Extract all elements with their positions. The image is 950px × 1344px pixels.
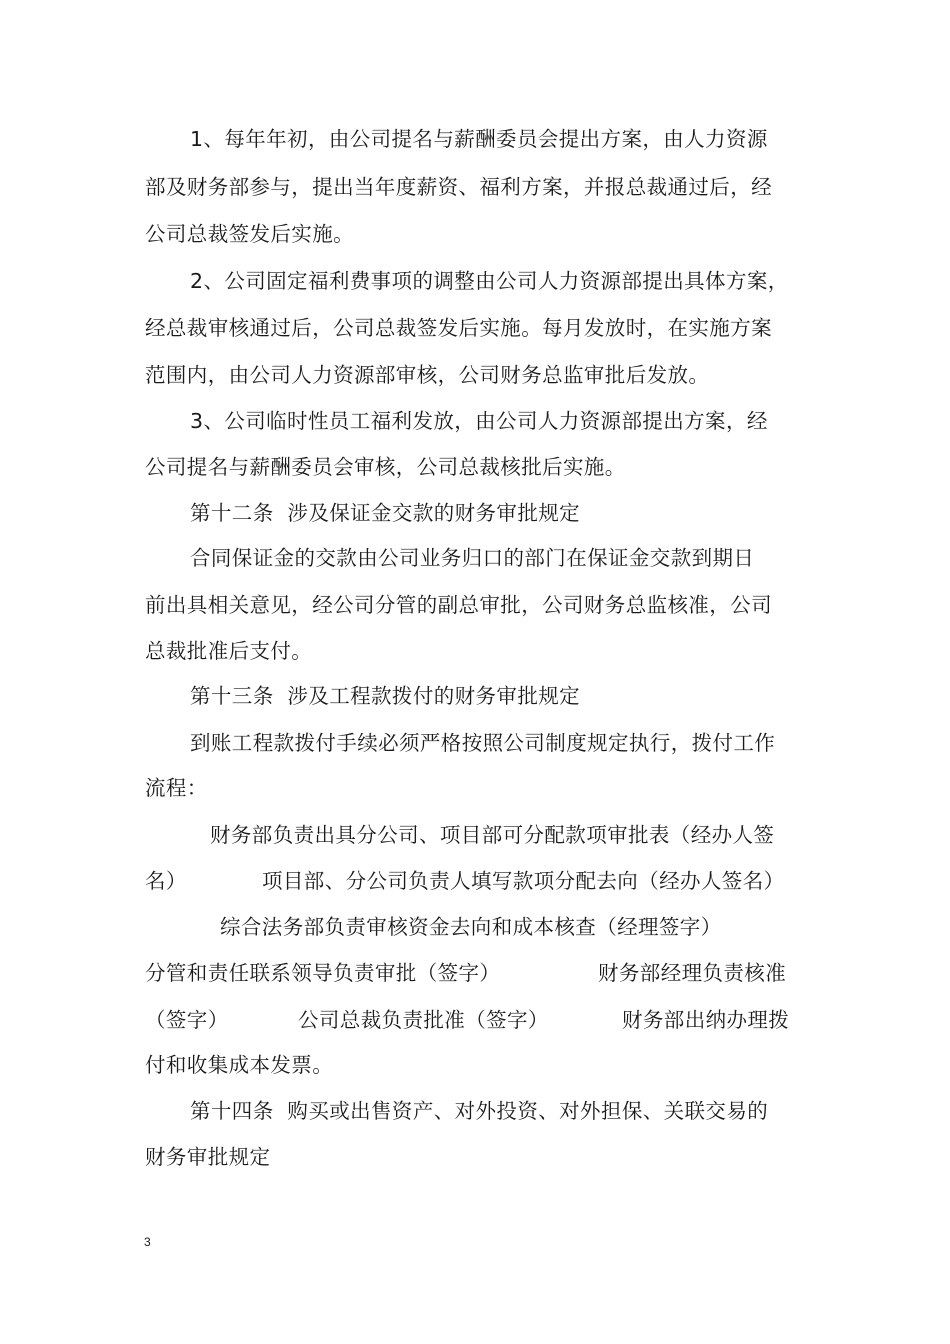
section-heading: 第十三条 涉及工程款拨付的财务审批规定 xyxy=(190,684,581,708)
text-line: 到账工程款拨付手续必须严格按照公司制度规定执行，拨付工作 xyxy=(190,731,776,755)
text-line: 公司提名与薪酬委员会审核，公司总裁核批后实施。 xyxy=(145,455,626,479)
text-line: 2、公司固定福利费事项的调整由公司人力资源部提出具体方案， xyxy=(190,269,789,293)
flow-step: 公司总裁负责批准（签字） xyxy=(298,1008,549,1032)
flow-step: 项目部、分公司负责人填写款项分配去向（经办人签名） xyxy=(262,869,785,893)
text-line: 范围内，由公司人力资源部审核，公司财务总监审批后发放。 xyxy=(145,363,710,387)
text-line: 公司总裁签发后实施。 xyxy=(145,222,354,246)
section-heading: 财务审批规定 xyxy=(145,1145,271,1169)
flow-step: 综合法务部负责审核资金去向和成本核查（经理签字） xyxy=(220,915,722,939)
text-line: 前出具相关意见，经公司分管的副总审批，公司财务总监核准，公司 xyxy=(145,593,772,617)
flow-step: 财务部经理负责核准 xyxy=(598,961,787,985)
text-line: 合同保证金的交款由公司业务归口的部门在保证金交款到期日 xyxy=(190,546,755,570)
section-heading: 第十四条 购买或出售资产、对外投资、对外担保、关联交易的 xyxy=(190,1099,769,1123)
text-line: 1、每年年初，由公司提名与薪酬委员会提出方案，由人力资源 xyxy=(190,127,768,151)
text-line: 3、公司临时性员工福利发放，由公司人力资源部提出方案，经 xyxy=(190,409,768,433)
section-heading: 第十二条 涉及保证金交款的财务审批规定 xyxy=(190,501,581,525)
page-number: 3 xyxy=(144,1235,151,1249)
flow-step: 财务部出纳办理拨 xyxy=(622,1008,790,1032)
text-line: 部及财务部参与，提出当年度薪资、福利方案，并报总裁通过后，经 xyxy=(145,175,772,199)
flow-step: 付和收集成本发票。 xyxy=(145,1053,334,1077)
flow-step: （签字） xyxy=(145,1008,229,1032)
flow-step: 分管和责任联系领导负责审批（签字） xyxy=(145,961,501,985)
text-line: 流程： xyxy=(145,776,208,800)
text-line: 总裁批准后支付。 xyxy=(145,639,313,663)
text-line: 经总裁审核通过后，公司总裁签发后实施。每月发放时，在实施方案 xyxy=(145,316,772,340)
flow-step: 财务部负责出具分公司、项目部可分配款项审批表（经办人签 xyxy=(210,823,775,847)
flow-step: 名） xyxy=(145,869,187,893)
